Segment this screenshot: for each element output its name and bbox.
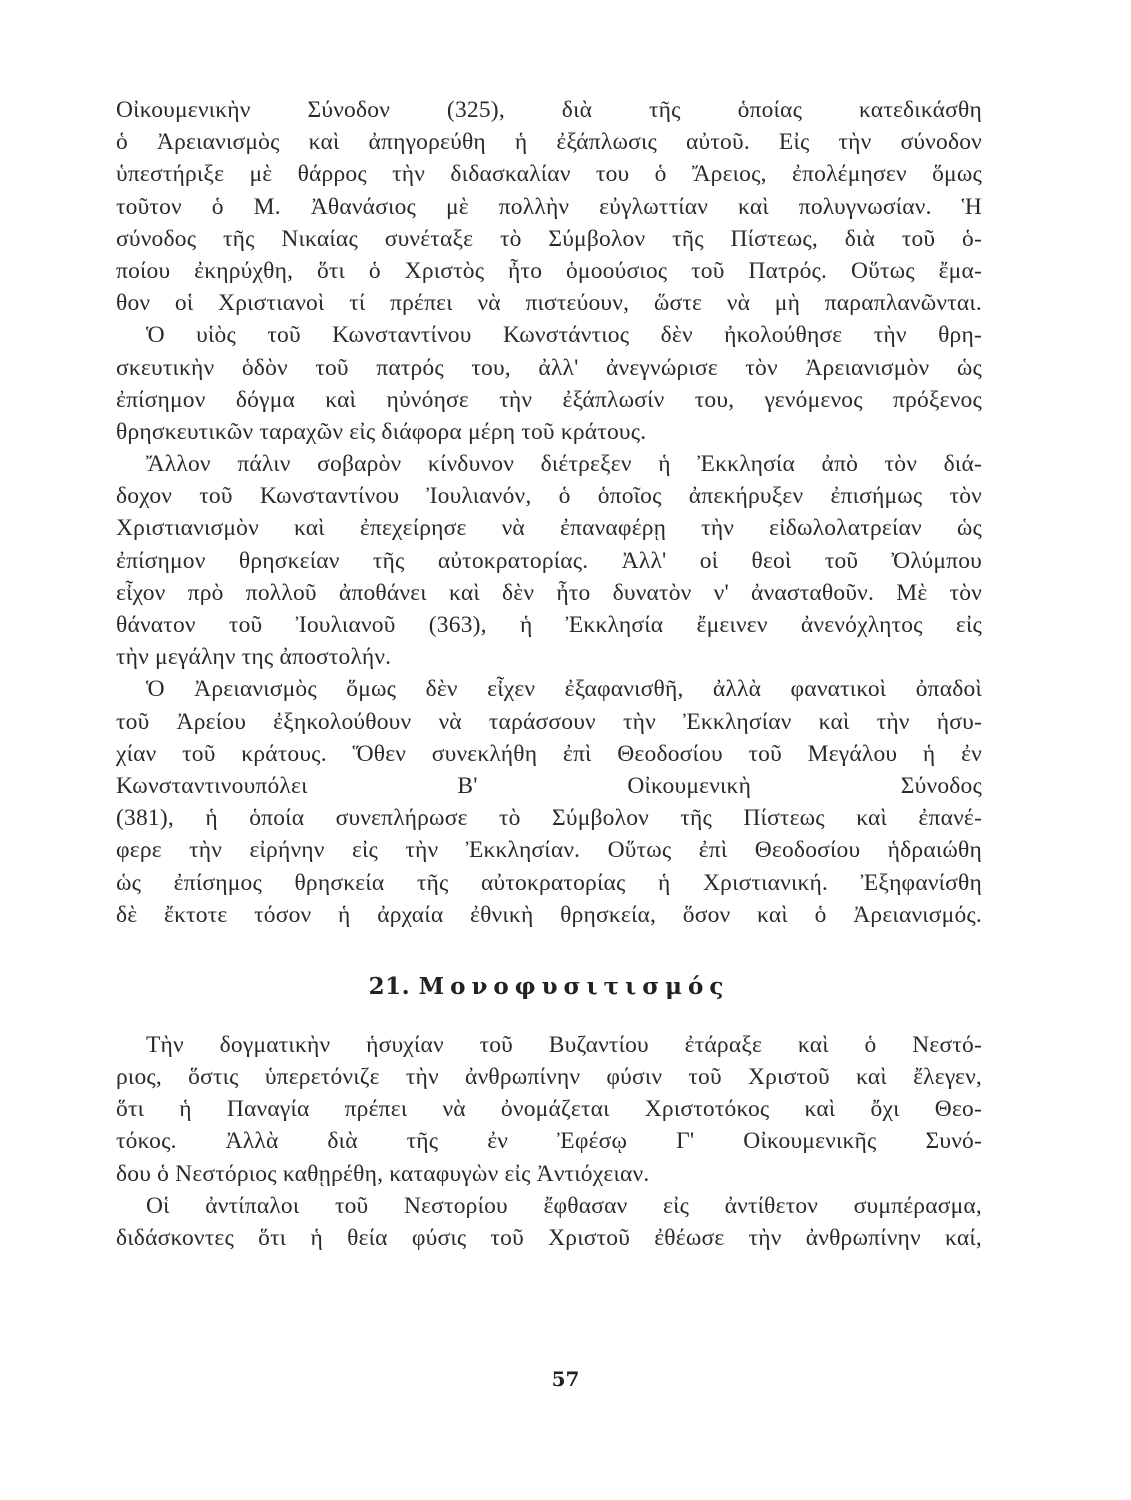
section-title: Μονοφυσιτισμός	[418, 972, 730, 1000]
text-line: Ἄλλον πάλιν σοβαρὸν κίνδυνον διέτρεξεν ἡ Ἐκκλησία ἀπὸ τὸν διά-	[146, 451, 982, 478]
text-line: (381), ἡ ὁποία συνεπλήρωσε τὸ Σύμβολον τῆς Πίστεως καὶ ἐπανέ-	[116, 805, 982, 832]
text-line: Ὁ Ἀρειανισμὸς ὅμως δὲν εἶχεν ἐξαφανισθῆ, ἀλλὰ φανατικοὶ ὀπαδοὶ	[146, 676, 982, 703]
text-line: τὴν μεγάλην της ἀποστολήν.	[116, 644, 392, 671]
text-line: διδάσκοντες ὅτι ἡ θεία φύσις τοῦ Χριστοῦ ἐθέωσε τὴν ἀνθρωπίνην καί,	[116, 1225, 982, 1251]
text-line: δου ὁ Νεστόριος καθῃρέθη, καταφυγὼν εἰς Ἀντιόχειαν.	[116, 1160, 650, 1187]
text-line: ὑπεστήριξε μὲ θάρρος τὴν διδασκαλίαν του ὁ Ἄρειος, ἐπολέμησεν ὅμως	[116, 161, 982, 188]
text-line: ποίου ἐκηρύχθη, ὅτι ὁ Χριστὸς ἦτο ὁμοούσιος τοῦ Πατρός. Οὕτως ἔμα-	[116, 257, 982, 284]
page-number: 57	[551, 1367, 580, 1391]
paragraph-2	[116, 319, 982, 448]
text-line: φερε τὴν εἰρήνην εἰς τὴν Ἐκκλησίαν. Οὕτως ἐπὶ Θεοδοσίου ἡδραιώθη	[116, 837, 982, 864]
text-line: τοῦτον ὁ Μ. Ἀθανάσιος μὲ πολλὴν εὐγλωττίαν καὶ πολυγνωσίαν. Ἡ	[116, 193, 982, 220]
paragraph-1	[116, 94, 982, 319]
text-line: ἐπίσημον δόγμα καὶ ηὐνόησε τὴν ἐξάπλωσίν του, γενόμενος πρόξενος	[116, 386, 982, 413]
text-line: Οἱ ἀντίπαλοι τοῦ Νεστορίου ἔφθασαν εἰς ἀντίθετον συμπέρασμα,	[146, 1192, 982, 1219]
text-line: τοῦ Ἀρείου ἐξηκολούθουν νὰ ταράσσουν τὴν Ἐκκλησίαν καὶ τὴν ἡσυ-	[116, 708, 982, 735]
paragraph-3	[116, 448, 982, 673]
text-line: θον οἱ Χριστιανοὶ τί πρέπει νὰ πιστεύουν, ὥστε νὰ μὴ παραπλανῶνται.	[116, 290, 982, 317]
text-line: ὡς ἐπίσημος θρησκεία τῆς αὐτοκρατορίας ἡ Χριστιανική. Ἐξηφανίσθη	[116, 869, 982, 896]
text-line: Κωνσταντινουπόλει Β' Οἰκουμενικὴ Σύνοδος	[116, 772, 982, 799]
page-body	[116, 94, 982, 1254]
text-line: θάνατον τοῦ Ἰουλιανοῦ (363), ἡ Ἐκκλησία ἔμεινεν ἀνενόχλητος εἰς	[116, 612, 982, 638]
text-line: δὲ ἔκτοτε τόσον ἡ ἀρχαία ἐθνικὴ θρησκεία, ὅσον καὶ ὁ Ἀρειανισμός.	[116, 901, 982, 928]
section-heading	[116, 971, 982, 1003]
text-line: εἶχον πρὸ πολλοῦ ἀποθάνει καὶ δὲν ἦτο δυνατὸν ν' ἀνασταθοῦν. Μὲ τὸν	[116, 579, 982, 606]
text-line: Ὁ υἱὸς τοῦ Κωνσταντίνου Κωνστάντιος δὲν ἠκολούθησε τὴν θρη-	[146, 322, 982, 349]
text-line: ριος, ὅστις ὑπερετόνιζε τὴν ἀνθρωπίνην φύσιν τοῦ Χριστοῦ καὶ ἔλεγεν,	[116, 1064, 982, 1091]
text-line: Χριστιανισμὸν καὶ ἐπεχείρησε νὰ ἐπαναφέρῃ τὴν εἰδωλολατρείαν ὡς	[116, 515, 982, 542]
text-line: ἐπίσημον θρησκείαν τῆς αὐτοκρατορίας. Ἀλλ' οἱ θεοὶ τοῦ Ὀλύμπου	[116, 547, 982, 574]
text-line: ὁ Ἀρειανισμὸς καὶ ἀπηγορεύθη ἡ ἐξάπλωσις αὐτοῦ. Εἰς τὴν σύνοδον	[116, 129, 982, 156]
paragraph-6	[116, 1190, 982, 1254]
text-line: τόκος. Ἀλλὰ διὰ τῆς ἐν Ἐφέσῳ Γ' Οἰκουμενικῆς Συνό-	[116, 1128, 982, 1155]
text-line: σκευτικὴν ὁδὸν τοῦ πατρός του, ἀλλ' ἀνεγνώρισε τὸν Ἀρειανισμὸν ὡς	[116, 354, 982, 381]
paragraph-4	[116, 673, 982, 931]
text-line: δοχον τοῦ Κωνσταντίνου Ἰουλιανόν, ὁ ὁποῖος ἀπεκήρυξεν ἐπισήμως τὸν	[116, 483, 982, 510]
text-line: ὅτι ἡ Παναγία πρέπει νὰ ὀνομάζεται Χριστοτόκος καὶ ὄχι Θεο-	[116, 1096, 982, 1123]
text-line: θρησκευτικῶν ταραχῶν εἰς διάφορα μέρη τοῦ κράτους.	[116, 418, 647, 445]
paragraph-5	[116, 1029, 982, 1190]
text-line: Τὴν δογματικὴν ἡσυχίαν τοῦ Βυζαντίου ἐτάραξε καὶ ὁ Νεστό-	[146, 1031, 982, 1058]
text-line: χίαν τοῦ κράτους. Ὅθεν συνεκλήθη ἐπὶ Θεοδοσίου τοῦ Μεγάλου ἡ ἐν	[116, 740, 982, 767]
text-line: Οἰκουμενικὴν Σύνοδον (325), διὰ τῆς ὁποίας κατεδικάσθη	[116, 97, 982, 123]
section-number: 21.	[368, 972, 411, 1000]
text-line: σύνοδος τῆς Νικαίας συνέταξε τὸ Σύμβολον τῆς Πίστεως, διὰ τοῦ ὁ-	[116, 225, 982, 252]
